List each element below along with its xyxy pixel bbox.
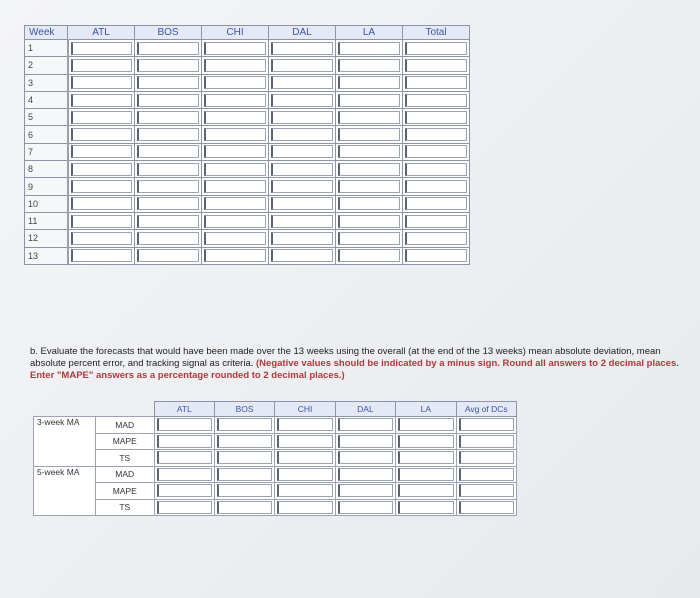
answer-input[interactable] xyxy=(338,501,393,514)
week-row xyxy=(25,212,470,229)
eval-cell xyxy=(396,466,456,483)
week-row xyxy=(25,230,470,247)
week-cell xyxy=(202,161,269,178)
forecast-input[interactable] xyxy=(137,94,199,107)
forecast-input[interactable] xyxy=(338,163,400,176)
answer-input[interactable] xyxy=(217,451,272,464)
week-cell xyxy=(336,74,403,91)
forecast-input[interactable] xyxy=(405,145,467,158)
eval-row xyxy=(34,499,517,516)
forecast-input[interactable] xyxy=(71,232,133,245)
week-cell xyxy=(269,195,336,212)
week-cell xyxy=(336,143,403,160)
week-cell xyxy=(135,91,202,108)
week-number: 4 xyxy=(25,91,68,108)
week-cell xyxy=(202,143,269,160)
forecast-input[interactable] xyxy=(405,76,467,89)
week-cell xyxy=(68,91,135,108)
eval-cell xyxy=(456,450,516,467)
forecast-input[interactable] xyxy=(405,232,467,245)
forecast-input[interactable] xyxy=(338,128,400,141)
eval-cell xyxy=(456,433,516,450)
forecast-input[interactable] xyxy=(338,42,400,55)
answer-input[interactable] xyxy=(338,418,393,431)
week-cell xyxy=(68,230,135,247)
header-blank-metric xyxy=(96,402,155,417)
forecast-input[interactable] xyxy=(204,232,266,245)
forecast-input[interactable] xyxy=(137,42,199,55)
week-number: 7 xyxy=(25,143,68,160)
week-cell xyxy=(269,126,336,143)
eval-cell xyxy=(456,483,516,500)
week-number: 9 xyxy=(25,178,68,195)
answer-input[interactable] xyxy=(277,501,332,514)
eval-cell xyxy=(214,417,274,434)
answer-input[interactable] xyxy=(277,484,332,497)
forecast-input[interactable] xyxy=(271,180,333,193)
forecast-input[interactable] xyxy=(271,215,333,228)
eval-header-row xyxy=(34,402,517,417)
week-number: 6 xyxy=(25,126,68,143)
forecast-input[interactable] xyxy=(71,59,133,72)
answer-input[interactable] xyxy=(398,418,453,431)
week-cell xyxy=(403,195,470,212)
forecast-input[interactable] xyxy=(271,197,333,210)
forecast-input[interactable] xyxy=(338,145,400,158)
forecast-input[interactable] xyxy=(271,94,333,107)
forecast-input[interactable] xyxy=(271,111,333,124)
eval-row xyxy=(34,483,517,500)
answer-input[interactable] xyxy=(338,435,393,448)
forecast-input[interactable] xyxy=(405,197,467,210)
eval-cell xyxy=(335,483,395,500)
week-cell xyxy=(269,74,336,91)
eval-cell xyxy=(456,499,516,516)
forecast-input[interactable] xyxy=(405,128,467,141)
week-cell xyxy=(336,109,403,126)
week-cell xyxy=(68,109,135,126)
week-cell xyxy=(336,178,403,195)
answer-input[interactable] xyxy=(217,468,272,481)
forecast-input[interactable] xyxy=(71,249,133,262)
answer-input[interactable] xyxy=(459,501,514,514)
metric-label: MAD xyxy=(96,466,155,483)
week-row xyxy=(25,161,470,178)
evaluation-table xyxy=(33,401,517,516)
forecast-input[interactable] xyxy=(338,215,400,228)
week-cell xyxy=(68,161,135,178)
week-row xyxy=(25,126,470,143)
answer-input[interactable] xyxy=(277,468,332,481)
week-cell xyxy=(403,126,470,143)
metric-label: TS xyxy=(96,450,155,467)
eval-cell xyxy=(214,466,274,483)
weekly-table-body xyxy=(25,40,470,265)
answer-input[interactable] xyxy=(459,484,514,497)
eval-header-atl: ATL xyxy=(154,402,214,417)
eval-row xyxy=(34,417,517,434)
forecast-input[interactable] xyxy=(405,180,467,193)
eval-cell xyxy=(335,450,395,467)
week-cell xyxy=(403,143,470,160)
week-cell xyxy=(336,126,403,143)
week-cell xyxy=(269,109,336,126)
forecast-input[interactable] xyxy=(204,145,266,158)
eval-cell xyxy=(154,417,214,434)
eval-cell xyxy=(335,499,395,516)
forecast-input[interactable] xyxy=(71,76,133,89)
forecast-input[interactable] xyxy=(71,215,133,228)
week-cell xyxy=(269,178,336,195)
forecast-input[interactable] xyxy=(204,76,266,89)
forecast-input[interactable] xyxy=(271,128,333,141)
week-cell xyxy=(336,212,403,229)
answer-input[interactable] xyxy=(398,501,453,514)
week-cell xyxy=(135,178,202,195)
answer-input[interactable] xyxy=(157,435,212,448)
metric-label: TS xyxy=(96,499,155,516)
eval-cell xyxy=(335,433,395,450)
week-cell xyxy=(269,230,336,247)
week-number: 11 xyxy=(25,212,68,229)
forecast-input[interactable] xyxy=(338,232,400,245)
forecast-input[interactable] xyxy=(405,94,467,107)
week-cell xyxy=(202,57,269,74)
forecast-input[interactable] xyxy=(405,111,467,124)
forecast-input[interactable] xyxy=(405,163,467,176)
answer-input[interactable] xyxy=(459,435,514,448)
forecast-input[interactable] xyxy=(137,128,199,141)
forecast-input[interactable] xyxy=(405,59,467,72)
week-cell xyxy=(68,212,135,229)
header-total: Total xyxy=(403,26,470,40)
week-number: 10 xyxy=(25,195,68,212)
week-cell xyxy=(269,57,336,74)
forecast-input[interactable] xyxy=(204,94,266,107)
eval-cell xyxy=(214,433,274,450)
method-label: 3-week MA xyxy=(34,417,96,467)
forecast-input[interactable] xyxy=(71,197,133,210)
eval-table-body xyxy=(34,417,517,516)
part-b-emphasis: (Negative values should be indicated by a minus sign. Round all answers to 2 decimal places. Enter "MAPE" answers as a percentage rounded to 2 decimal places.) xyxy=(30,358,679,381)
method-label: 5-week MA xyxy=(34,466,96,516)
eval-cell xyxy=(275,499,335,516)
eval-cell xyxy=(154,433,214,450)
forecast-input[interactable] xyxy=(405,215,467,228)
week-cell xyxy=(403,91,470,108)
week-cell xyxy=(269,40,336,57)
answer-input[interactable] xyxy=(217,435,272,448)
week-cell xyxy=(403,230,470,247)
forecast-input[interactable] xyxy=(338,59,400,72)
header-chi: CHI xyxy=(202,26,269,40)
forecast-input[interactable] xyxy=(338,249,400,262)
header-blank-method xyxy=(34,402,96,417)
metric-label: MAPE xyxy=(96,483,155,500)
week-cell xyxy=(403,57,470,74)
answer-input[interactable] xyxy=(157,418,212,431)
week-cell xyxy=(135,40,202,57)
eval-header-avg: Avg of DCs xyxy=(456,402,516,417)
forecast-input[interactable] xyxy=(338,76,400,89)
answer-input[interactable] xyxy=(157,501,212,514)
forecast-input[interactable] xyxy=(271,59,333,72)
eval-cell xyxy=(214,499,274,516)
forecast-input[interactable] xyxy=(137,145,199,158)
week-cell xyxy=(135,109,202,126)
weekly-header-row xyxy=(25,26,470,40)
week-number: 3 xyxy=(25,74,68,91)
week-cell xyxy=(68,57,135,74)
forecast-input[interactable] xyxy=(137,249,199,262)
week-cell xyxy=(403,109,470,126)
eval-cell xyxy=(275,450,335,467)
forecast-input[interactable] xyxy=(271,76,333,89)
answer-input[interactable] xyxy=(217,484,272,497)
metric-label: MAPE xyxy=(96,433,155,450)
week-cell xyxy=(403,212,470,229)
forecast-input[interactable] xyxy=(71,163,133,176)
header-la: LA xyxy=(336,26,403,40)
answer-input[interactable] xyxy=(157,451,212,464)
eval-cell xyxy=(396,483,456,500)
header-atl: ATL xyxy=(68,26,135,40)
week-cell xyxy=(135,57,202,74)
forecast-input[interactable] xyxy=(137,215,199,228)
week-cell xyxy=(202,91,269,108)
forecast-input[interactable] xyxy=(137,197,199,210)
eval-header-bos: BOS xyxy=(214,402,274,417)
week-number: 5 xyxy=(25,109,68,126)
eval-cell xyxy=(396,433,456,450)
week-cell xyxy=(269,91,336,108)
week-cell xyxy=(68,195,135,212)
eval-header-chi: CHI xyxy=(275,402,335,417)
week-cell xyxy=(202,212,269,229)
forecast-input[interactable] xyxy=(204,180,266,193)
week-cell xyxy=(135,143,202,160)
week-cell xyxy=(202,40,269,57)
forecast-input[interactable] xyxy=(137,111,199,124)
week-row xyxy=(25,195,470,212)
answer-input[interactable] xyxy=(338,468,393,481)
answer-input[interactable] xyxy=(398,484,453,497)
eval-cell xyxy=(456,466,516,483)
forecast-input[interactable] xyxy=(71,180,133,193)
eval-cell xyxy=(396,417,456,434)
week-cell xyxy=(269,247,336,264)
week-row xyxy=(25,178,470,195)
forecast-input[interactable] xyxy=(271,249,333,262)
eval-cell xyxy=(154,466,214,483)
forecast-input[interactable] xyxy=(338,197,400,210)
week-cell xyxy=(202,178,269,195)
week-cell xyxy=(68,143,135,160)
part-b-text: b. Evaluate the forecasts that would have been made over the 13 weeks using the overall (at the end of the 13 weeks) mean absolute deviation, mean absolute percent error, and tracking signal as criteria. xyxy=(30,346,661,369)
week-cell xyxy=(403,161,470,178)
forecast-input[interactable] xyxy=(204,111,266,124)
eval-row xyxy=(34,433,517,450)
week-cell xyxy=(269,143,336,160)
forecast-input[interactable] xyxy=(338,180,400,193)
answer-input[interactable] xyxy=(459,468,514,481)
week-cell xyxy=(68,74,135,91)
answer-input[interactable] xyxy=(277,418,332,431)
week-cell xyxy=(135,212,202,229)
week-cell xyxy=(336,91,403,108)
forecast-input[interactable] xyxy=(137,232,199,245)
header-dal: DAL xyxy=(269,26,336,40)
forecast-input[interactable] xyxy=(204,215,266,228)
forecast-input[interactable] xyxy=(405,249,467,262)
forecast-input[interactable] xyxy=(137,180,199,193)
week-cell xyxy=(336,230,403,247)
forecast-input[interactable] xyxy=(204,249,266,262)
week-cell xyxy=(68,40,135,57)
week-cell xyxy=(269,161,336,178)
eval-cell xyxy=(396,450,456,467)
answer-input[interactable] xyxy=(398,451,453,464)
week-cell xyxy=(135,74,202,91)
header-week: Week xyxy=(25,26,68,40)
week-cell xyxy=(202,195,269,212)
answer-input[interactable] xyxy=(398,468,453,481)
week-cell xyxy=(202,230,269,247)
answer-input[interactable] xyxy=(157,468,212,481)
forecast-input[interactable] xyxy=(204,59,266,72)
part-b-instructions xyxy=(30,346,695,382)
header-bos: BOS xyxy=(135,26,202,40)
week-row xyxy=(25,247,470,264)
week-row xyxy=(25,40,470,57)
forecast-input[interactable] xyxy=(71,128,133,141)
week-cell xyxy=(202,126,269,143)
week-cell xyxy=(68,126,135,143)
eval-cell xyxy=(154,450,214,467)
week-number: 1 xyxy=(25,40,68,57)
week-cell xyxy=(135,230,202,247)
week-cell xyxy=(403,40,470,57)
week-cell xyxy=(336,247,403,264)
week-cell xyxy=(202,74,269,91)
forecast-input[interactable] xyxy=(71,42,133,55)
answer-input[interactable] xyxy=(217,501,272,514)
week-cell xyxy=(202,247,269,264)
eval-cell xyxy=(275,433,335,450)
week-row xyxy=(25,57,470,74)
eval-row xyxy=(34,466,517,483)
week-row xyxy=(25,91,470,108)
forecast-input[interactable] xyxy=(271,145,333,158)
eval-cell xyxy=(275,417,335,434)
week-cell xyxy=(336,40,403,57)
answer-input[interactable] xyxy=(398,435,453,448)
forecast-input[interactable] xyxy=(137,59,199,72)
week-row xyxy=(25,109,470,126)
forecast-input[interactable] xyxy=(137,76,199,89)
answer-input[interactable] xyxy=(157,484,212,497)
week-row xyxy=(25,74,470,91)
forecast-input[interactable] xyxy=(271,163,333,176)
eval-cell xyxy=(214,483,274,500)
eval-cell xyxy=(396,499,456,516)
forecast-input[interactable] xyxy=(204,128,266,141)
week-number: 12 xyxy=(25,230,68,247)
week-cell xyxy=(403,74,470,91)
week-number: 13 xyxy=(25,247,68,264)
week-cell xyxy=(135,126,202,143)
week-cell xyxy=(336,57,403,74)
weekly-forecast-table xyxy=(24,25,470,265)
week-number: 2 xyxy=(25,57,68,74)
answer-input[interactable] xyxy=(277,435,332,448)
eval-cell xyxy=(154,499,214,516)
forecast-input[interactable] xyxy=(271,232,333,245)
week-cell xyxy=(269,212,336,229)
week-cell xyxy=(135,195,202,212)
forecast-input[interactable] xyxy=(338,94,400,107)
week-cell xyxy=(202,109,269,126)
forecast-input[interactable] xyxy=(71,145,133,158)
week-cell xyxy=(403,247,470,264)
metric-label: MAD xyxy=(96,417,155,434)
week-cell xyxy=(135,161,202,178)
eval-cell xyxy=(456,417,516,434)
forecast-input[interactable] xyxy=(137,163,199,176)
eval-header-dal: DAL xyxy=(335,402,395,417)
week-number: 8 xyxy=(25,161,68,178)
week-cell xyxy=(336,195,403,212)
forecast-input[interactable] xyxy=(204,163,266,176)
week-cell xyxy=(135,247,202,264)
week-cell xyxy=(403,178,470,195)
answer-input[interactable] xyxy=(459,451,514,464)
forecast-input[interactable] xyxy=(338,111,400,124)
answer-input[interactable] xyxy=(338,451,393,464)
week-row xyxy=(25,143,470,160)
eval-header-la: LA xyxy=(396,402,456,417)
forecast-input[interactable] xyxy=(204,42,266,55)
answer-input[interactable] xyxy=(338,484,393,497)
week-cell xyxy=(68,178,135,195)
forecast-input[interactable] xyxy=(71,111,133,124)
eval-cell xyxy=(154,483,214,500)
eval-cell xyxy=(275,483,335,500)
answer-input[interactable] xyxy=(277,451,332,464)
week-cell xyxy=(68,247,135,264)
answer-input[interactable] xyxy=(217,418,272,431)
forecast-input[interactable] xyxy=(204,197,266,210)
eval-cell xyxy=(335,417,395,434)
answer-input[interactable] xyxy=(459,418,514,431)
forecast-input[interactable] xyxy=(271,42,333,55)
eval-cell xyxy=(214,450,274,467)
eval-cell xyxy=(275,466,335,483)
eval-cell xyxy=(335,466,395,483)
forecast-input[interactable] xyxy=(405,42,467,55)
forecast-input[interactable] xyxy=(71,94,133,107)
week-cell xyxy=(336,161,403,178)
eval-row xyxy=(34,450,517,467)
